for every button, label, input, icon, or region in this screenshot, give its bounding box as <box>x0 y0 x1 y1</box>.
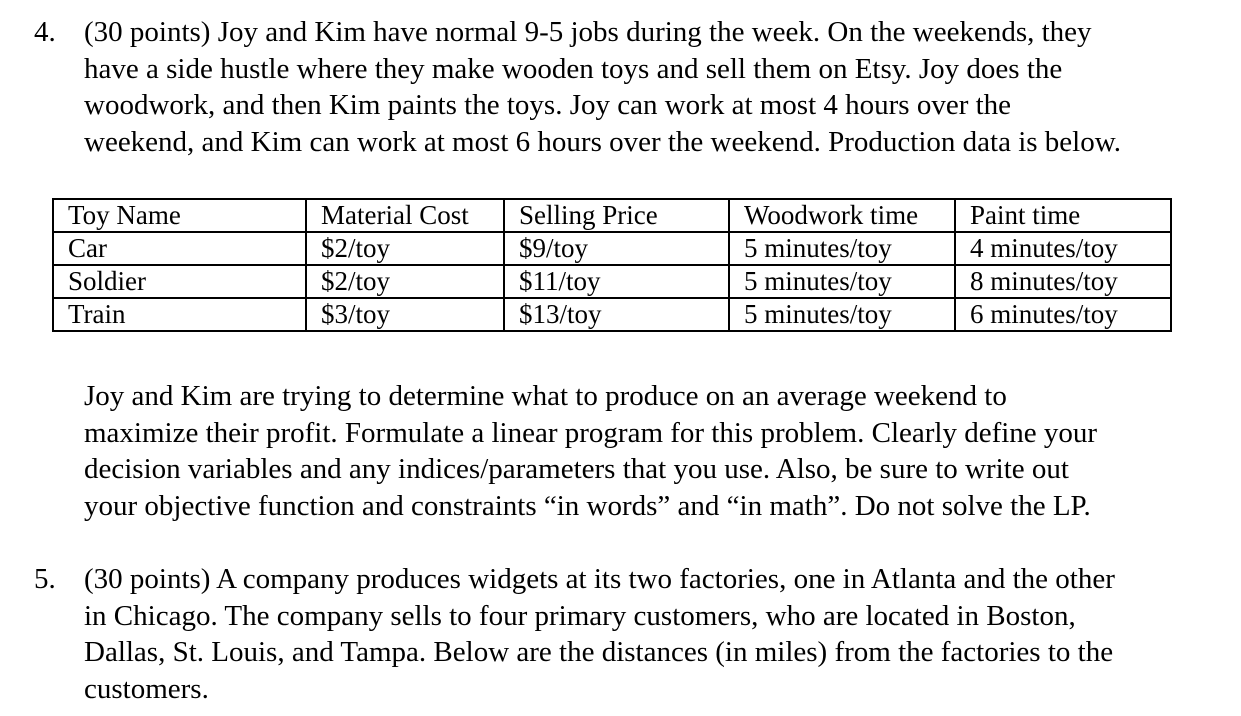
table-cell: $9/toy <box>504 232 729 265</box>
header-toy-name: Toy Name <box>53 199 306 232</box>
problem-4-line: weekend, and Kim can work at most 6 hours over the weekend. Production data is below. <box>84 125 1122 158</box>
problem-5-number: 5. <box>34 563 56 595</box>
table-cell: $3/toy <box>306 298 504 331</box>
table-cell: $2/toy <box>306 265 504 298</box>
table-cell: Car <box>53 232 306 265</box>
header-material-cost: Material Cost <box>306 199 504 232</box>
header-paint-time: Paint time <box>955 199 1171 232</box>
problem-4-line: woodwork, and then Kim paints the toys. Joy can work at most 4 hours over the <box>84 89 1012 121</box>
table-cell: 8 minutes/toy <box>955 265 1171 298</box>
header-woodwork-time: Woodwork time <box>729 199 955 232</box>
table-cell: 5 minutes/toy <box>729 298 955 331</box>
problem-5-line: in Chicago. The company sells to four primary customers, who are located in Boston, <box>84 599 1076 632</box>
table-cell: 5 minutes/toy <box>729 232 955 265</box>
table-cell: $11/toy <box>504 265 729 298</box>
instructions-line: maximize their profit. Formulate a linear program for this problem. Clearly define your <box>84 416 1098 449</box>
problem-5-statement <box>84 561 1234 707</box>
problem-4-number: 4. <box>34 16 56 48</box>
table-cell: 5 minutes/toy <box>729 265 955 298</box>
table-cell: Soldier <box>53 265 306 298</box>
table-header-row <box>53 199 1171 232</box>
table-row <box>53 298 1171 331</box>
table-row <box>53 232 1171 265</box>
problem-4 <box>34 14 1234 160</box>
problem-5 <box>34 561 1234 707</box>
table-cell: $2/toy <box>306 232 504 265</box>
header-selling-price: Selling Price <box>504 199 729 232</box>
production-data-table <box>52 198 1172 332</box>
table-row <box>53 265 1171 298</box>
instructions-line: your objective function and constraints “in words” and “in math”. Do not solve the LP. <box>84 489 1091 522</box>
problem-5-line: (30 points) A company produces widgets at its two factories, one in Atlanta and the other <box>84 563 1115 595</box>
problem-4-line: (30 points) Joy and Kim have normal 9-5 jobs during the week. On the weekends, they <box>84 16 1092 48</box>
table-cell: 4 minutes/toy <box>955 232 1171 265</box>
table-cell: $13/toy <box>504 298 729 331</box>
instructions-line: decision variables and any indices/parameters that you use. Also, be sure to write out <box>84 453 1069 485</box>
instructions-line: Joy and Kim are trying to determine what to produce on an average weekend to <box>84 380 1007 412</box>
problem-4-line: have a side hustle where they make wooden toys and sell them on Etsy. Joy does the <box>84 52 1063 85</box>
problem-4-instructions <box>84 378 1097 524</box>
table-cell: Train <box>53 298 306 331</box>
table-cell: 6 minutes/toy <box>955 298 1171 331</box>
problem-5-line: customers. <box>84 672 209 705</box>
problem-4-statement <box>84 14 1234 160</box>
problem-5-line: Dallas, St. Louis, and Tampa. Below are the distances (in miles) from the factories to the <box>84 636 1114 668</box>
